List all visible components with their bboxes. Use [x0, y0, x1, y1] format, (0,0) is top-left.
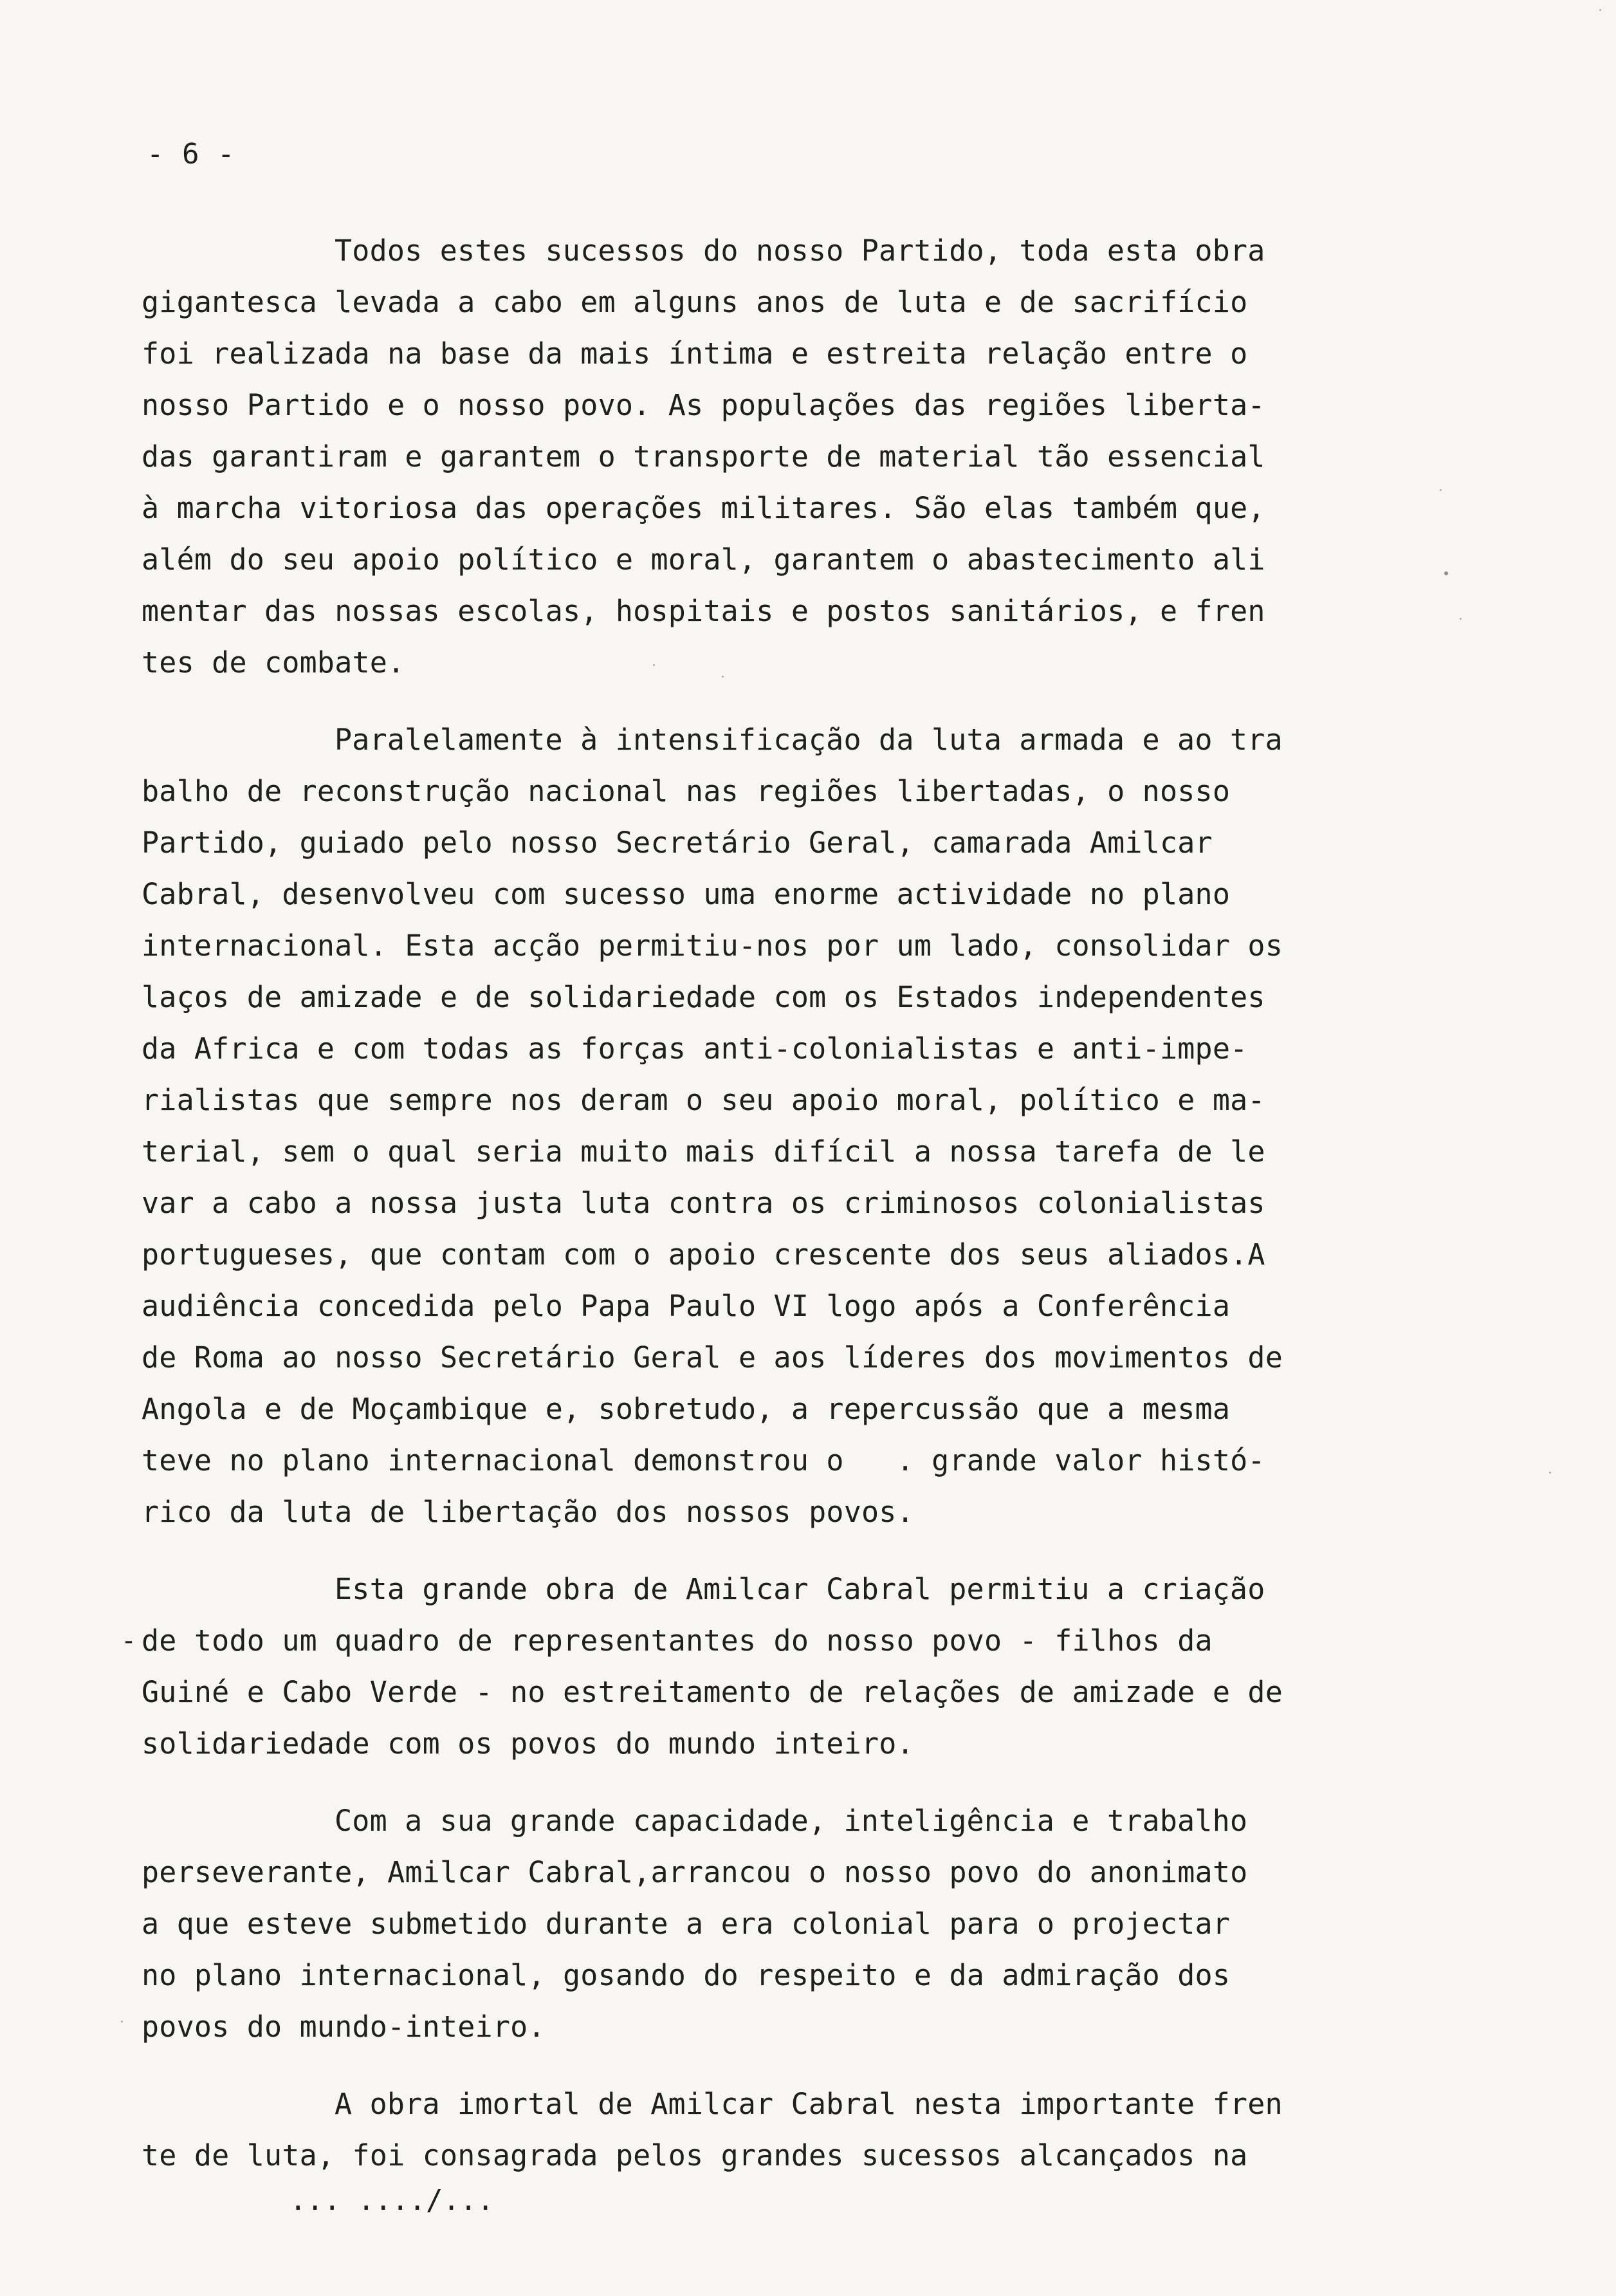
- paragraph-2-line-2: balho de reconstrução nacional nas regiões libertadas, o nosso: [142, 774, 1231, 808]
- scan-speck: [1599, 9, 1601, 11]
- paragraph-1-line-8: mentar das nossas escolas, hospitais e postos sanitários, e fren: [142, 594, 1265, 628]
- paragraph-4-line-2: perseverante, Amilcar Cabral,arrancou o nosso povo do anonimato: [142, 1855, 1248, 1889]
- paragraph-2-line-9: terial, sem o qual seria muito mais difícil a nossa tarefa de le: [142, 1134, 1265, 1169]
- scan-speck: [1549, 1472, 1551, 1474]
- paragraph-2-line-4: Cabral, desenvolveu com sucesso uma enorme actividade no plano: [142, 877, 1231, 911]
- paragraph-2-line-8: rialistas que sempre nos deram o seu apoio moral, político e ma-: [142, 1083, 1265, 1117]
- paragraph-4-line-4: no plano internacional, gosando do respeito e da admiração dos: [142, 1958, 1231, 1992]
- margin-dash-mark: -: [121, 1626, 137, 1656]
- page-number: - 6 -: [147, 138, 235, 171]
- paragraph-2-line-1: Paralelamente à intensificação da luta armada e ao tra: [335, 723, 1283, 757]
- paragraph-2-line-10: var a cabo a nossa justa luta contra os criminosos colonialistas: [142, 1186, 1265, 1220]
- paragraph-2-line-5: internacional. Esta acção permitiu-nos por um lado, consolidar os: [142, 929, 1283, 963]
- scan-speck: [121, 2021, 123, 2023]
- scan-speck: [1460, 618, 1462, 620]
- paragraph-2-line-13: de Roma ao nosso Secretário Geral e aos líderes dos movimentos de: [142, 1340, 1283, 1375]
- scan-speck: [653, 664, 655, 666]
- paragraph-2-line-6: laços de amizade e de solidariedade com os Estados independentes: [142, 980, 1265, 1014]
- paragraph-1-line-6: à marcha vitoriosa das operações militares. São elas também que,: [142, 491, 1265, 525]
- scan-speck: [722, 676, 724, 678]
- scan-speck: [1444, 571, 1448, 575]
- paragraph-4-line-1: Com a sua grande capacidade, inteligência e trabalho: [335, 1804, 1248, 1838]
- paragraph-1-line-4: nosso Partido e o nosso povo. As populações das regiões liberta-: [142, 388, 1265, 422]
- paragraph-1-line-9: tes de combate.: [142, 645, 405, 680]
- paragraph-3-line-3: Guiné e Cabo Verde - no estreitamento de relações de amizade e de: [142, 1675, 1283, 1709]
- paragraph-2-line-11: portugueses, que contam com o apoio crescente dos seus aliados.A: [142, 1237, 1265, 1272]
- paragraph-5-line-1: A obra imortal de Amilcar Cabral nesta importante fren: [335, 2087, 1283, 2121]
- paragraph-1-line-2: gigantesca levada a cabo em alguns anos de luta e de sacrifício: [142, 285, 1248, 319]
- paragraph-4-line-5: povos do mundo-inteiro.: [142, 2010, 546, 2044]
- paragraph-2-line-12: audiência concedida pelo Papa Paulo VI logo após a Conferência: [142, 1289, 1231, 1323]
- scan-speck: [1440, 489, 1442, 491]
- paragraph-3-line-1: Esta grande obra de Amilcar Cabral permitiu a criação: [335, 1572, 1265, 1606]
- paragraph-4-line-3: a que esteve submetido durante a era colonial para o projectar: [142, 1907, 1231, 1941]
- paragraph-3-line-2: de todo um quadro de representantes do nosso povo - filhos da: [142, 1624, 1213, 1658]
- paragraph-3-line-4: solidariedade com os povos do mundo inteiro.: [142, 1727, 914, 1761]
- paragraph-1-line-7: além do seu apoio político e moral, garantem o abastecimento ali: [142, 542, 1265, 577]
- continuation-marker: ... ..../...: [289, 2184, 494, 2217]
- paragraph-2-line-16: rico da luta de libertação dos nossos povos.: [142, 1495, 914, 1529]
- paragraph-1-line-1: Todos estes sucessos do nosso Partido, toda esta obra: [335, 234, 1265, 268]
- paragraph-1-line-3: foi realizada na base da mais íntima e estreita relação entre o: [142, 337, 1248, 371]
- paragraph-2-line-14: Angola e de Moçambique e, sobretudo, a repercussão que a mesma: [142, 1392, 1231, 1426]
- paragraph-2-line-3: Partido, guiado pelo nosso Secretário Geral, camarada Amilcar: [142, 826, 1213, 860]
- paragraph-5-line-2: te de luta, foi consagrada pelos grandes sucessos alcançados na: [142, 2138, 1248, 2172]
- paragraph-2-line-7: da Africa e com todas as forças anti-colonialistas e anti-impe-: [142, 1032, 1248, 1066]
- paragraph-1-line-5: das garantiram e garantem o transporte de material tão essencial: [142, 440, 1265, 474]
- paragraph-2-line-15: teve no plano internacional demonstrou o . grande valor histó-: [142, 1443, 1265, 1477]
